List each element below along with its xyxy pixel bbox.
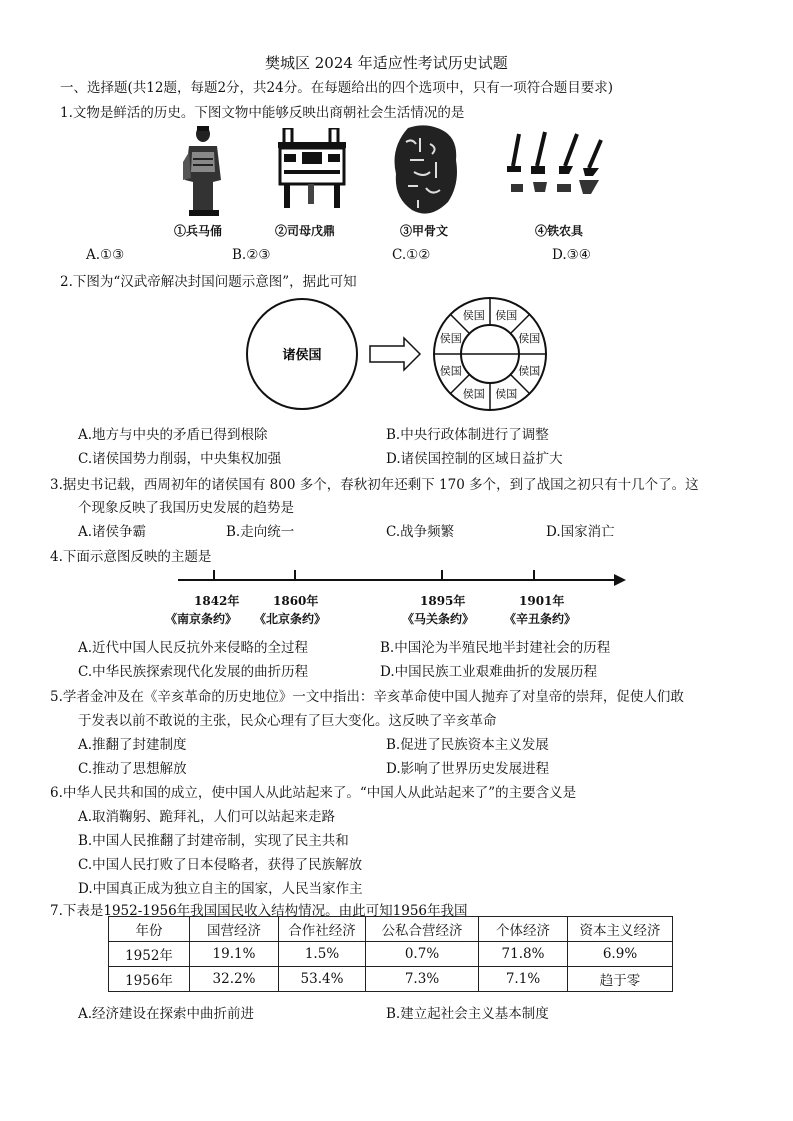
timeline-treaty-nanjing: 《南京条约》	[165, 612, 238, 626]
q3-option-d[interactable]: D.国家消亡	[546, 524, 615, 540]
table-cell: 0.7%	[366, 942, 479, 967]
arrow-right-icon	[370, 338, 420, 370]
wheel-segment-label: 侯国	[462, 387, 485, 401]
table-cell: 1956年	[109, 967, 190, 992]
caption-oracle-bone: ③甲骨文	[400, 224, 449, 238]
wheel-segment-label: 侯国	[462, 308, 485, 322]
q1-option-d[interactable]: D.③④	[552, 247, 591, 263]
question-1-stem: 1.文物是鲜活的历史。下图文物中能够反映出商朝社会生活情况的是	[60, 105, 465, 121]
q1-option-c[interactable]: C.①②	[392, 247, 431, 263]
q6-option-c[interactable]: C.中国人民打败了日本侵略者，获得了民族解放	[78, 857, 363, 873]
timeline-year-1895: 1895年	[420, 594, 466, 608]
table-header-cell: 个体经济	[479, 917, 568, 942]
question-4-stem: 4.下面示意图反映的主题是	[50, 549, 212, 565]
wheel-segment-label: 侯国	[439, 331, 462, 345]
q6-option-a[interactable]: A.取消鞠躬、跪拜礼，人们可以站起来走路	[78, 809, 336, 825]
q3-option-c[interactable]: C.战争频繁	[386, 524, 455, 540]
question-5-stem-line1: 5.学者金冲及在《辛亥革命的历史地位》一文中指出：辛亥革命使中国人抛弃了对皇帝的崇拜，促使人们敢	[50, 689, 684, 705]
table-row	[109, 967, 673, 992]
table-cell: 6.9%	[568, 942, 673, 967]
caption-iron-tools: ④铁农具	[535, 224, 584, 238]
timeline-treaty-maguan: 《马关条约》	[402, 612, 475, 626]
table-header-cell: 公私合营经济	[366, 917, 479, 942]
question-3-stem-line1: 3.据史书记载，西周初年的诸侯国有 800 多个，春秋初年还剩下 170 多个，到了战国之初只有十几个了。这	[50, 477, 699, 493]
table-cell: 1.5%	[279, 942, 366, 967]
q4-option-a[interactable]: A.近代中国人民反抗外来侵略的全过程	[78, 640, 309, 656]
caption-ding: ②司母戊鼎	[275, 224, 336, 238]
table-cell: 7.1%	[479, 967, 568, 992]
table-header-cell: 年份	[109, 917, 190, 942]
table-cell: 32.2%	[190, 967, 279, 992]
wheel-segment-label: 侯国	[439, 364, 462, 378]
table-cell: 19.1%	[190, 942, 279, 967]
q4-option-d[interactable]: D.中国民族工业艰难曲折的发展历程	[380, 664, 598, 680]
simuwu-ding-image	[272, 128, 354, 218]
timeline-year-1842: 1842年	[194, 594, 240, 608]
wheel-segment-label: 侯国	[495, 387, 518, 401]
q1-option-b[interactable]: B.②③	[232, 247, 271, 263]
q6-option-d[interactable]: D.中国真正成为独立自主的国家，人民当家作主	[78, 881, 363, 897]
timeline-year-1860: 1860年	[273, 594, 319, 608]
q2-option-d[interactable]: D.诸侯国控制的区域日益扩大	[386, 451, 563, 467]
q5-option-a[interactable]: A.推翻了封建制度	[78, 737, 187, 753]
terracotta-warrior-image	[175, 122, 235, 222]
q5-option-d[interactable]: D.影响了世界历史发展进程	[386, 761, 550, 777]
question-7-stem: 7.下表是1952-1956年我国国民收入结构情况。由此可知1956年我国	[50, 903, 468, 919]
caption-terracotta: ①兵马俑	[174, 224, 223, 238]
fief-wheel	[434, 298, 546, 410]
question-3-stem-line2: 个现象反映了我国历史发展的趋势是	[78, 500, 294, 516]
fief-diagram	[240, 296, 560, 416]
wheel-segment-label: 侯国	[518, 364, 541, 378]
iron-tools-image	[505, 126, 615, 206]
diagram-left-label: 诸侯国	[282, 348, 322, 363]
q4-option-c[interactable]: C.中华民族探索现代化发展的曲折历程	[78, 664, 309, 680]
table-header-cell: 国营经济	[190, 917, 279, 942]
timeline-treaty-beijing: 《北京条约》	[254, 612, 327, 626]
wheel-segment-label: 侯国	[518, 331, 541, 345]
oracle-bone-image	[390, 124, 462, 219]
table-cell: 53.4%	[279, 967, 366, 992]
question-5-stem-line2: 于发表以前不敢说的主张，民众心理有了巨大变化。这反映了辛亥革命	[78, 713, 497, 729]
section-heading: 一、选择题(共12题，每题2分，共24分。在每题给出的四个选项中，只有一项符合题目要求)	[60, 80, 613, 96]
table-cell: 趋于零	[568, 967, 673, 992]
q7-option-a[interactable]: A.经济建设在探索中曲折前进	[78, 1006, 255, 1022]
page-title: 樊城区 2024 年适应性考试历史试题	[265, 54, 508, 72]
q5-option-b[interactable]: B.促进了民族资本主义发展	[386, 737, 549, 753]
table-cell: 71.8%	[479, 942, 568, 967]
question-2-stem: 2.下图为“汉武帝解决封国问题示意图”，据此可知	[60, 274, 357, 290]
table-cell: 1952年	[109, 942, 190, 967]
table-cell: 7.3%	[366, 967, 479, 992]
q2-option-a[interactable]: A.地方与中央的矛盾已得到根除	[78, 427, 268, 443]
income-structure-table	[108, 916, 673, 992]
q5-option-c[interactable]: C.推动了思想解放	[78, 761, 187, 777]
q6-option-b[interactable]: B.中国人民推翻了封建帝制，实现了民主共和	[78, 833, 349, 849]
question-6-stem: 6.中华人民共和国的成立，使中国人从此站起来了。“中国人从此站起来了”的主要含义是	[50, 785, 577, 801]
timeline-treaty-xinchou: 《辛丑条约》	[504, 612, 577, 626]
table-header-cell: 资本主义经济	[568, 917, 673, 942]
q3-option-b[interactable]: B.走向统一	[226, 524, 295, 540]
q2-option-b[interactable]: B.中央行政体制进行了调整	[386, 427, 549, 443]
table-header-cell: 合作社经济	[279, 917, 366, 942]
timeline-year-1901: 1901年	[519, 594, 565, 608]
q7-option-b[interactable]: B.建立起社会主义基本制度	[386, 1006, 549, 1022]
q1-option-a[interactable]: A.①③	[86, 247, 125, 263]
table-header-row	[109, 917, 673, 942]
q2-option-c[interactable]: C.诸侯国势力削弱，中央集权加强	[78, 451, 282, 467]
wheel-segment-label: 侯国	[495, 308, 518, 322]
q4-option-b[interactable]: B.中国沦为半殖民地半封建社会的历程	[380, 640, 611, 656]
q3-option-a[interactable]: A.诸侯争霸	[78, 524, 147, 540]
table-row	[109, 942, 673, 967]
timeline-arrow-icon	[614, 574, 626, 586]
